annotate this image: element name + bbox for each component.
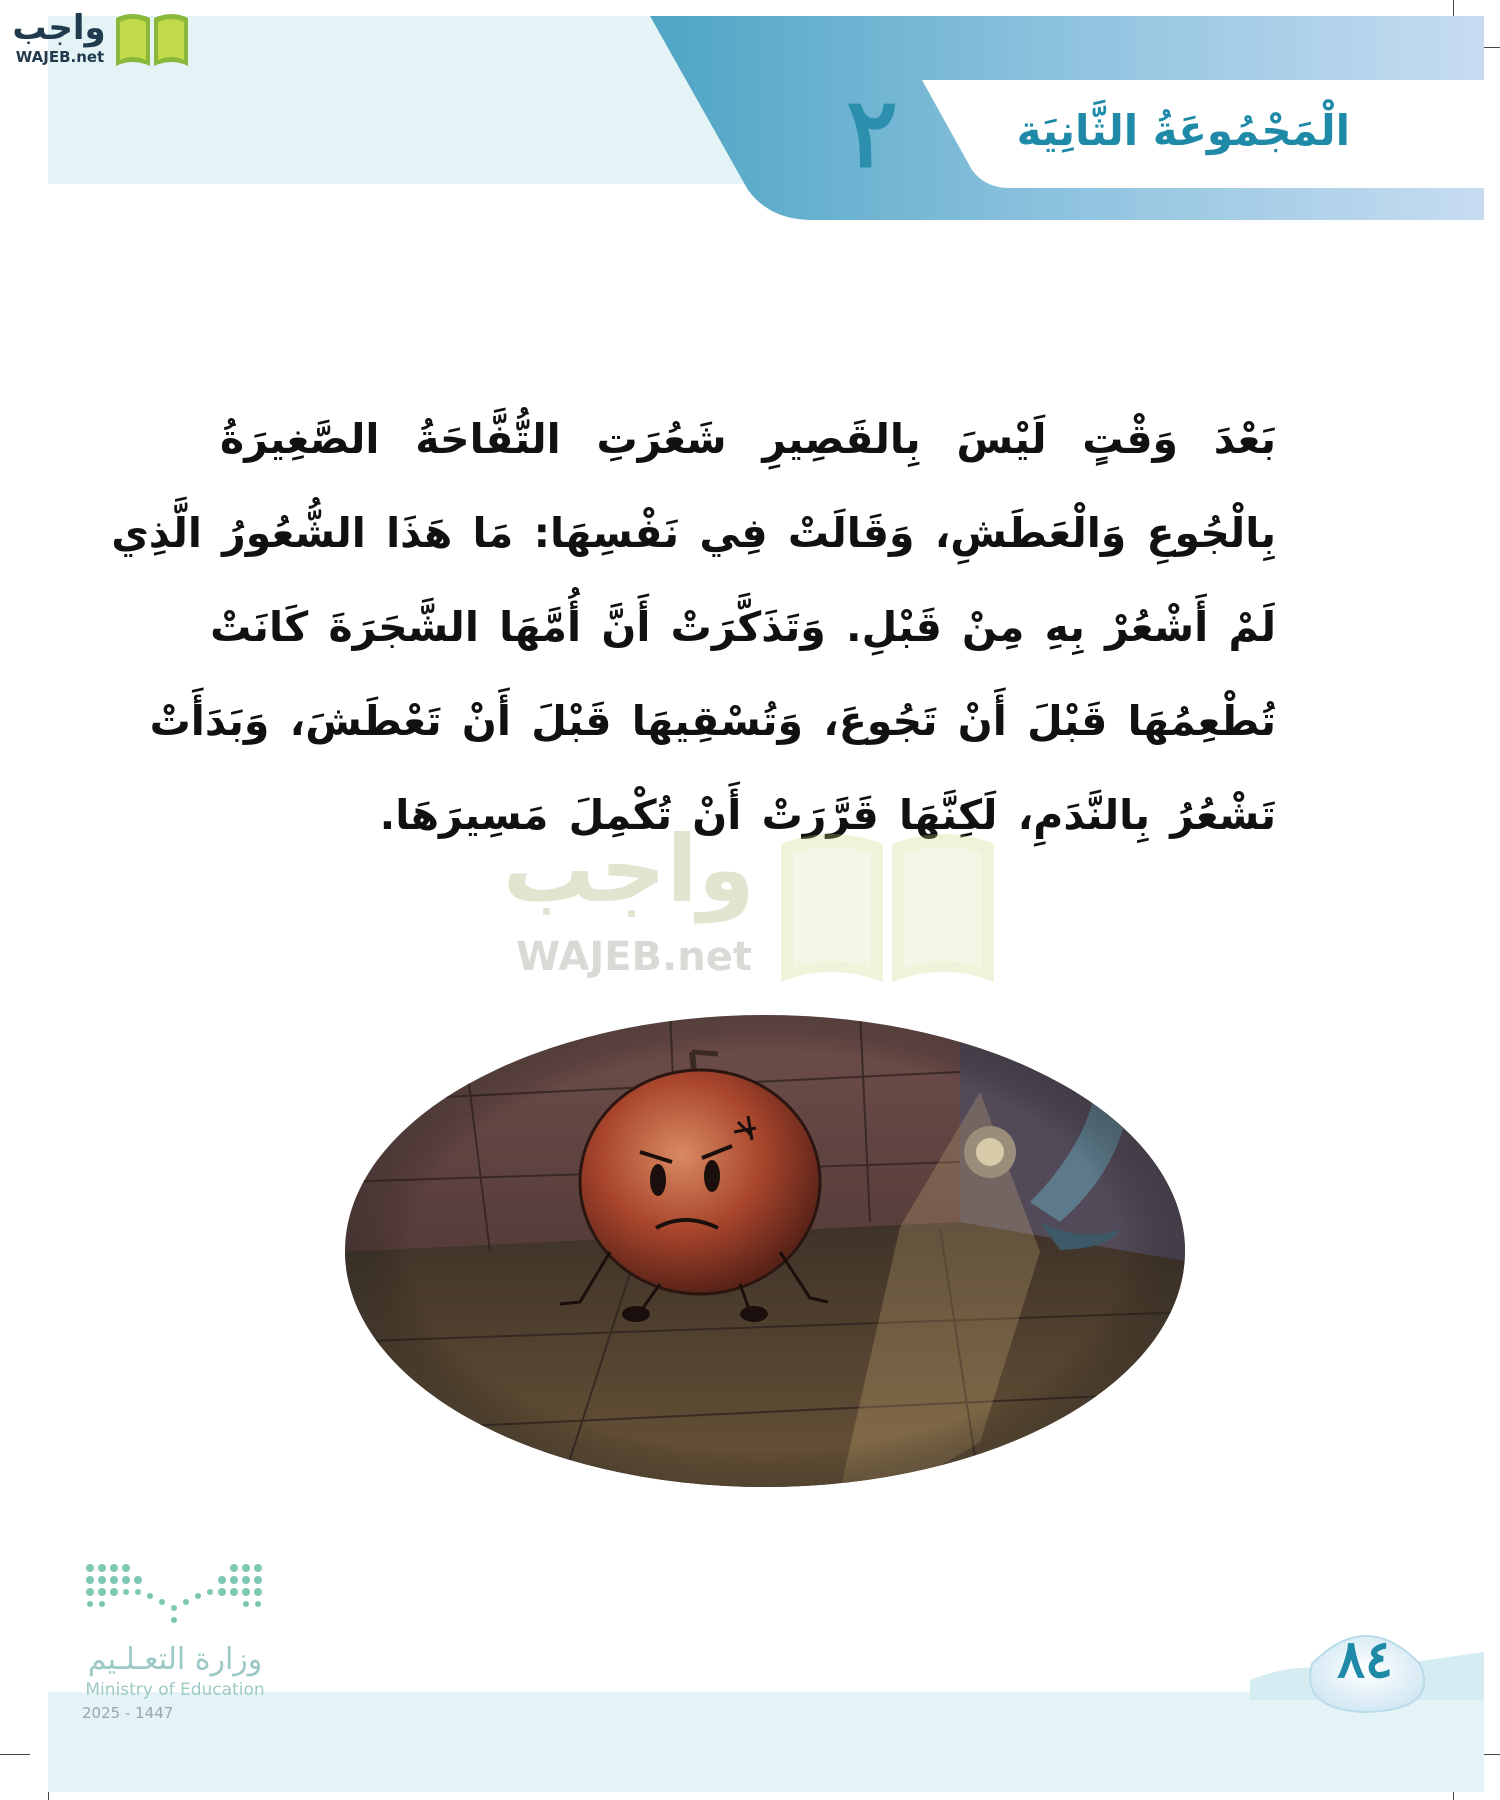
story-illustration bbox=[340, 1012, 1190, 1490]
story-line: بِالْجُوعِ وَالْعَطَشِ، وَقَالَتْ فِي نَفْسِهَا: مَا هَذَا الشُّعُورُ الَّذِي bbox=[111, 509, 1276, 557]
group-title: الْمَجْمُوعَةُ الثَّانِيَة bbox=[1016, 106, 1350, 155]
watermark bbox=[502, 816, 1005, 990]
ministry-name-english: Ministry of Education bbox=[85, 1680, 265, 1700]
story-line: تَشْعُرُ بِالنَّدَمِ، لَكِنَّهَا قَرَّرَتْ أَنْ تُكْمِلَ مَسِيرَهَا. bbox=[379, 791, 1276, 839]
book-icon bbox=[775, 824, 1000, 984]
logo-latin: WAJEB.net bbox=[15, 48, 105, 66]
watermark-latin: WAJEB.net bbox=[516, 934, 752, 980]
page-number: ٨٤ bbox=[1337, 1629, 1393, 1690]
book-icon bbox=[112, 8, 192, 68]
logo-arabic: واجب bbox=[12, 8, 106, 48]
group-number: ٢ bbox=[846, 76, 898, 189]
edition-year: 2025 - 1447 bbox=[82, 1704, 174, 1722]
wajeb-logo bbox=[8, 8, 190, 70]
story-line: لَمْ أَشْعُرْ بِهِ مِنْ قَبْلِ. وَتَذَكَّرَتْ أَنَّ أُمَّهَا الشَّجَرَةَ كَانَتْ bbox=[210, 603, 1276, 651]
watermark-arabic: واجب bbox=[502, 816, 755, 923]
story-line: بَعْدَ وَقْتٍ لَيْسَ بِالقَصِيرِ شَعُرَتِ التُّفَّاحَةُ الصَّغِيرَةُ bbox=[220, 415, 1276, 463]
story-line: تُطْعِمُهَا قَبْلَ أَنْ تَجُوعَ، وَتُسْقِيهَا قَبْلَ أَنْ تَعْطَشَ، وَبَدَأَتْ bbox=[149, 697, 1276, 745]
ministry-logo-icon bbox=[84, 1562, 270, 1626]
ministry-name-arabic: وزارة التعـلـيم bbox=[87, 1642, 263, 1677]
